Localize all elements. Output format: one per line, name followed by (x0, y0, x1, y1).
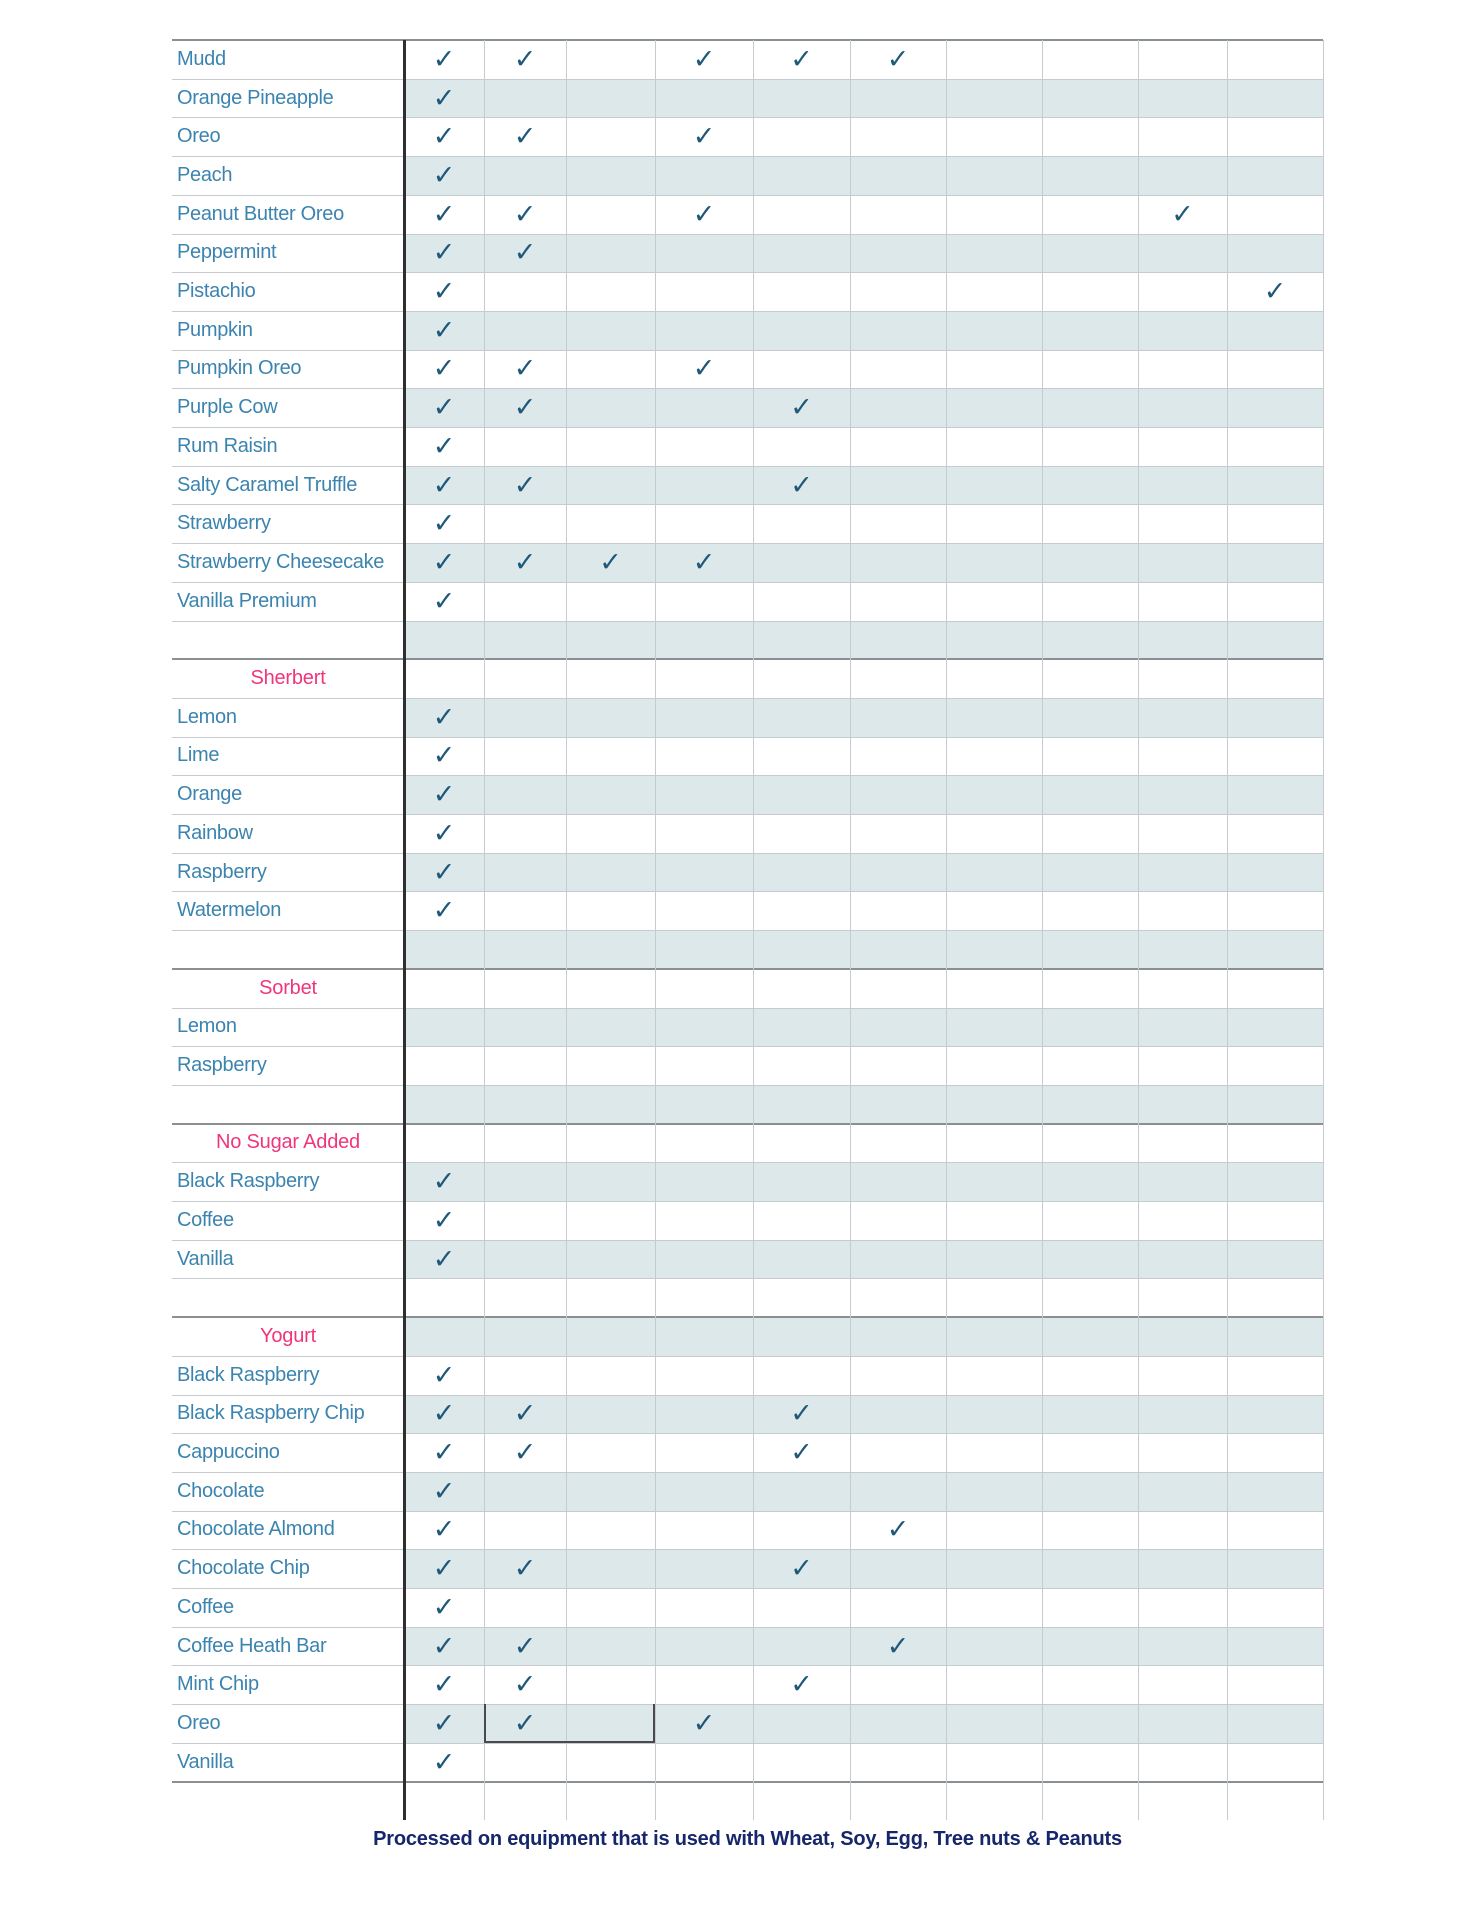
column-divider-thick (403, 40, 406, 1820)
check-mark: ✓ (432, 430, 456, 461)
check-mark: ✓ (790, 1437, 813, 1468)
row-shade (404, 156, 1323, 195)
row-line (172, 1549, 1323, 1550)
check-mark: ✓ (513, 392, 537, 423)
row-shade (404, 621, 1323, 660)
row-line (172, 1588, 1323, 1589)
check-mark: ✓ (432, 392, 456, 423)
check-mark: ✓ (692, 1707, 716, 1738)
section-header-label: Sherbert (250, 667, 326, 690)
column-line (850, 40, 851, 1820)
flavor-label: Raspberry (177, 860, 267, 883)
row-shade (404, 930, 1323, 969)
row-line (172, 1472, 1323, 1473)
check-mark: ✓ (513, 1669, 537, 1700)
flavor-label: Black Raspberry (177, 1363, 320, 1386)
check-mark: ✓ (432, 817, 456, 848)
row-line (172, 621, 1323, 622)
check-mark: ✓ (432, 1398, 456, 1429)
column-line (1227, 40, 1228, 1820)
row-shade (404, 1085, 1323, 1124)
check-mark: ✓ (432, 1591, 456, 1622)
flavor-label: Coffee (177, 1595, 234, 1618)
flavor-label: Vanilla (177, 1247, 234, 1270)
row-line (172, 1627, 1323, 1628)
row-line (172, 311, 1323, 312)
flavor-label: Cappuccino (177, 1441, 280, 1464)
row-line (172, 582, 1323, 583)
flavor-label: Vanilla Premium (177, 589, 317, 612)
row-shade (404, 1240, 1323, 1279)
flavor-label: Orange Pineapple (177, 86, 334, 109)
row-shade (404, 234, 1323, 273)
check-mark: ✓ (432, 1166, 456, 1197)
row-shade (404, 1395, 1323, 1434)
check-mark: ✓ (692, 121, 716, 152)
check-mark: ✓ (513, 1707, 537, 1738)
row-line (172, 1008, 1323, 1009)
row-line (172, 1433, 1323, 1434)
flavor-label: Mudd (177, 47, 226, 70)
flavor-label: Rainbow (177, 821, 253, 844)
flavor-label: Salty Caramel Truffle (177, 473, 358, 496)
flavor-label: Watermelon (177, 899, 282, 922)
row-shade (404, 311, 1323, 350)
flavor-label: Lemon (177, 705, 237, 728)
check-mark: ✓ (513, 198, 537, 229)
check-mark: ✓ (790, 1669, 813, 1700)
flavor-label: Peach (177, 163, 233, 186)
row-line (172, 1704, 1323, 1705)
flavor-label: Strawberry (177, 512, 271, 535)
row-line (172, 388, 1323, 389)
check-mark: ✓ (432, 740, 456, 771)
check-mark: ✓ (513, 1398, 537, 1429)
flavor-label: Peppermint (177, 241, 277, 264)
check-mark: ✓ (432, 314, 456, 345)
check-mark: ✓ (432, 856, 456, 887)
check-mark: ✓ (886, 1514, 910, 1545)
row-line (172, 930, 1323, 931)
check-mark: ✓ (599, 546, 622, 577)
check-mark: ✓ (1171, 198, 1194, 229)
check-mark: ✓ (1263, 276, 1287, 307)
column-line (946, 40, 947, 1820)
row-shade (404, 388, 1323, 427)
column-line (655, 40, 656, 1820)
row-line (172, 1162, 1323, 1163)
flavor-label: Lime (177, 744, 220, 767)
check-mark: ✓ (432, 508, 456, 539)
check-mark: ✓ (432, 779, 456, 810)
row-shade (404, 1549, 1323, 1588)
check-mark: ✓ (432, 198, 456, 229)
check-mark: ✓ (432, 1514, 456, 1545)
row-shade (404, 543, 1323, 582)
row-shade (404, 1627, 1323, 1666)
flavor-label: Coffee Heath Bar (177, 1634, 327, 1657)
check-mark: ✓ (886, 43, 910, 74)
check-mark: ✓ (790, 469, 813, 500)
row-line (172, 1665, 1323, 1666)
flavor-label: Lemon (177, 1015, 237, 1038)
check-mark: ✓ (432, 1204, 456, 1235)
row-line (172, 853, 1323, 854)
check-mark: ✓ (432, 585, 456, 616)
check-mark: ✓ (432, 895, 456, 926)
row-line (172, 1278, 1323, 1279)
check-mark: ✓ (513, 43, 537, 74)
row-shade (404, 466, 1323, 505)
check-mark: ✓ (432, 469, 456, 500)
flavor-label: Coffee (177, 1208, 234, 1231)
check-mark: ✓ (513, 469, 537, 500)
row-line (172, 1046, 1323, 1047)
check-mark: ✓ (790, 43, 813, 74)
check-mark: ✓ (790, 1553, 813, 1584)
row-line (172, 1240, 1323, 1241)
flavor-label: Mint Chip (177, 1673, 259, 1696)
row-line (172, 156, 1323, 157)
row-line (172, 117, 1323, 118)
row-line (172, 272, 1323, 273)
check-mark: ✓ (432, 82, 456, 113)
row-line (172, 1743, 1323, 1744)
check-mark: ✓ (432, 1437, 456, 1468)
check-mark: ✓ (432, 1243, 456, 1274)
row-shade (404, 1317, 1323, 1356)
section-header-label: No Sugar Added (216, 1131, 360, 1154)
flavor-label: Chocolate Chip (177, 1557, 310, 1580)
check-mark: ✓ (513, 1630, 537, 1661)
row-line (172, 1511, 1323, 1512)
check-mark: ✓ (692, 353, 716, 384)
check-mark: ✓ (432, 1553, 456, 1584)
flavor-label: Black Raspberry (177, 1170, 320, 1193)
check-mark: ✓ (432, 1707, 456, 1738)
cell-selection-outline (484, 1704, 655, 1743)
row-line (172, 350, 1323, 351)
column-line (1138, 40, 1139, 1820)
check-mark: ✓ (790, 1398, 813, 1429)
row-line (172, 504, 1323, 505)
row-shade (404, 79, 1323, 118)
row-line (172, 1085, 1323, 1086)
flavor-label: Chocolate Almond (177, 1518, 335, 1541)
check-mark: ✓ (432, 353, 456, 384)
row-line (172, 814, 1323, 815)
check-mark: ✓ (513, 353, 537, 384)
row-shade (404, 698, 1323, 737)
check-mark: ✓ (432, 1475, 456, 1506)
flavor-label: Vanilla (177, 1750, 234, 1773)
footer-note: Processed on equipment that is used with Wheat, Soy, Egg, Tree nuts & Peanuts (373, 1827, 1122, 1850)
row-line (172, 698, 1323, 699)
flavor-label: Oreo (177, 1711, 221, 1734)
row-line (172, 891, 1323, 892)
row-line (172, 737, 1323, 738)
row-shade (404, 1008, 1323, 1047)
column-line (1323, 40, 1324, 1820)
row-line (172, 234, 1323, 235)
check-mark: ✓ (432, 546, 456, 577)
check-mark: ✓ (513, 546, 537, 577)
check-mark: ✓ (432, 121, 456, 152)
check-mark: ✓ (513, 1553, 537, 1584)
check-mark: ✓ (432, 1630, 456, 1661)
check-mark: ✓ (692, 546, 716, 577)
section-header-label: Sorbet (259, 976, 317, 999)
flavor-label: Chocolate (177, 1479, 265, 1502)
check-mark: ✓ (432, 159, 456, 190)
row-shade (404, 1162, 1323, 1201)
flavor-label: Black Raspberry Chip (177, 1402, 365, 1425)
row-line (172, 1356, 1323, 1357)
flavor-label: Pistachio (177, 280, 256, 303)
section-header-label: Yogurt (260, 1324, 316, 1347)
check-mark: ✓ (432, 43, 456, 74)
flavor-label: Pumpkin (177, 318, 253, 341)
flavor-label: Pumpkin Oreo (177, 357, 302, 380)
check-mark: ✓ (886, 1630, 910, 1661)
check-mark: ✓ (432, 276, 456, 307)
row-line (172, 79, 1323, 80)
row-shade (404, 775, 1323, 814)
check-mark: ✓ (513, 1437, 537, 1468)
check-mark: ✓ (513, 121, 537, 152)
row-line (172, 195, 1323, 196)
check-mark: ✓ (692, 43, 716, 74)
row-shade (404, 1472, 1323, 1511)
flavor-label: Oreo (177, 125, 221, 148)
flavor-label: Raspberry (177, 1054, 267, 1077)
flavor-label: Orange (177, 783, 242, 806)
column-line (566, 40, 567, 1820)
column-line (753, 40, 754, 1820)
row-line (172, 775, 1323, 776)
row-line (172, 1201, 1323, 1202)
check-mark: ✓ (692, 198, 716, 229)
row-shade (404, 853, 1323, 892)
section-separator-line (172, 39, 1323, 41)
section-separator-line (172, 1781, 1323, 1783)
check-mark: ✓ (432, 237, 456, 268)
check-mark: ✓ (790, 392, 813, 423)
check-mark: ✓ (432, 1359, 456, 1390)
flavor-label: Strawberry Cheesecake (177, 550, 385, 573)
column-line (484, 40, 485, 1820)
check-mark: ✓ (513, 237, 537, 268)
check-mark: ✓ (432, 1746, 456, 1777)
flavor-label: Peanut Butter Oreo (177, 202, 344, 225)
row-line (172, 427, 1323, 428)
check-mark: ✓ (432, 1669, 456, 1700)
check-mark: ✓ (432, 701, 456, 732)
flavor-label: Rum Raisin (177, 434, 278, 457)
column-line (1042, 40, 1043, 1820)
flavor-label: Purple Cow (177, 396, 278, 419)
